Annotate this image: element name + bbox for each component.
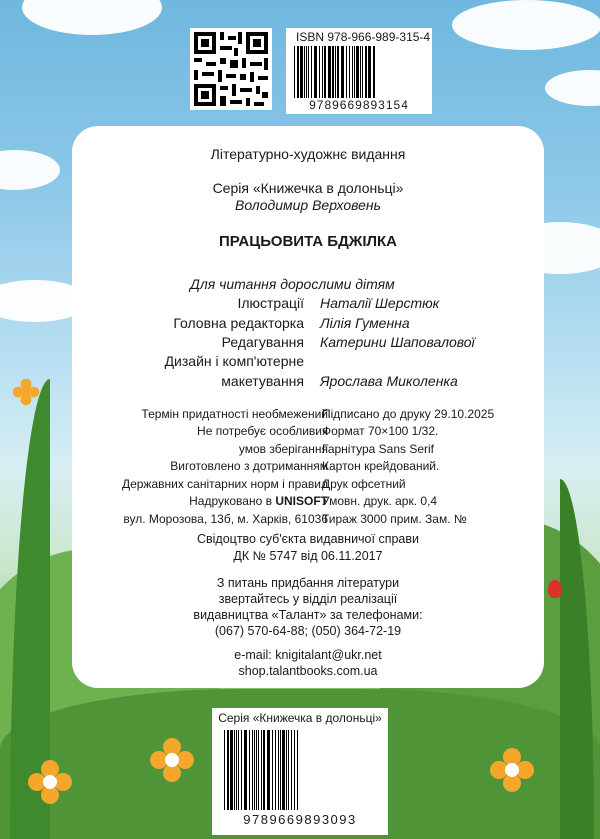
barcode-bar (275, 730, 276, 810)
barcode-bar (341, 46, 344, 98)
barcode-bar (280, 730, 281, 810)
barcode-bar (244, 730, 247, 810)
cloud (0, 150, 60, 190)
book-title: ПРАЦЬОВИТА БДЖІЛКА (218, 233, 398, 250)
tech-left-line: Державних санітарних норм і правил (121, 477, 328, 491)
credit-label: Редагування (221, 334, 304, 350)
barcode-bar (227, 730, 229, 810)
barcode-bar (278, 730, 279, 810)
credit-label: Ілюстрації (237, 295, 304, 311)
barcode-bar (368, 46, 371, 98)
barcode-bar (249, 730, 250, 810)
series-label: Серія «Книжечка в долоньці» (218, 711, 382, 725)
tech-left-line: умов зберігання (238, 442, 328, 456)
genre-text: Літературно-художнє видання (210, 146, 406, 162)
printer-name: UNISOFT (275, 494, 328, 508)
tech-left-line: вул. Морозова, 13б, м. Харків, 61036 (123, 512, 328, 526)
credit-value: Наталії Шерстюк (320, 295, 440, 311)
barcode-bar (224, 730, 225, 810)
tech-right-line: Умовн. друк. арк. 0,4 (322, 494, 438, 508)
barcode-bar (261, 730, 262, 810)
email-link[interactable]: e-mail: knigitalant@ukr.net (234, 648, 382, 662)
barcode-bar (373, 46, 375, 98)
barcode-bar (319, 46, 320, 98)
barcode-bar (308, 46, 309, 98)
tech-left-line: Термін придатності необмежений (141, 407, 328, 421)
barcode-bar (360, 46, 361, 98)
barcode-bar (311, 46, 312, 98)
barcode-bar (297, 730, 298, 810)
barcode-bar (337, 46, 339, 98)
barcode-bar (324, 46, 326, 98)
series-barcode (212, 708, 388, 835)
tech-right-line: Підписано до друку 29.10.2025 (322, 407, 495, 421)
barcode-bar (241, 730, 242, 810)
flower-icon (150, 738, 194, 782)
tech-right-line: Формат 70×100 1/32. (322, 424, 439, 438)
tech-right-line: Картон крейдований. (322, 459, 440, 473)
audience-text: Для читання дорослими дітям (190, 276, 395, 292)
cloud (452, 0, 600, 50)
barcode-bar (263, 730, 265, 810)
barcode-bars (292, 46, 426, 98)
barcode-bar (306, 46, 307, 98)
credit-value: Ярослава Миколенка (320, 373, 458, 389)
barcode-bars (222, 730, 378, 810)
tech-right-line: Тираж 3000 прим. Зам. № (322, 512, 467, 526)
website-link[interactable]: shop.talantbooks.com.ua (238, 664, 378, 678)
purchase-line: видавництва «Талант» за телефонами: (193, 608, 423, 622)
barcode-bar (256, 730, 257, 810)
barcode-bar (288, 730, 289, 810)
barcode-bar (272, 730, 273, 810)
barcode-bar (304, 46, 305, 98)
isbn-barcode (286, 28, 432, 114)
barcode-bar (328, 46, 331, 98)
barcode-bar (294, 730, 295, 810)
flower-icon (28, 760, 72, 804)
barcode-bar (291, 730, 292, 810)
barcode-bar (282, 730, 285, 810)
purchase-line: звертайтесь у відділ реалізації (218, 592, 398, 606)
barcode-bar (349, 46, 350, 98)
barcode-bar (300, 46, 303, 98)
credit-value: Катерини Шаповалової (320, 334, 475, 350)
red-bud-icon (548, 580, 562, 598)
tech-right-line: Гарнітура Sans Serif (322, 442, 435, 456)
printed-at-text: Надруковано в (189, 494, 272, 508)
barcode-bar (252, 730, 253, 810)
barcode-bar (356, 46, 359, 98)
author-name: Володимир Верховень (234, 197, 381, 213)
barcode-bar (294, 46, 295, 98)
printer-line (92, 493, 328, 511)
isbn-label: ISBN 978-966-989-315-4 (296, 30, 431, 44)
barcode-bar (332, 46, 334, 98)
barcode-bar (267, 730, 270, 810)
barcode-bar (354, 46, 355, 98)
credit-label: Головна редакторка (173, 315, 304, 331)
cloud (22, 0, 162, 35)
barcode-bar (297, 46, 299, 98)
barcode-bar (365, 46, 367, 98)
series-digits: 9789669893093 (243, 812, 357, 827)
phone-numbers: (067) 570-64-88; (050) 364-72-19 (214, 624, 402, 638)
barcode-bar (322, 46, 323, 98)
barcode-bar (238, 730, 239, 810)
barcode-bar (362, 46, 363, 98)
imprint-panel (72, 126, 544, 688)
certificate-line: ДК № 5747 від 06.11.2017 (233, 549, 383, 563)
barcode-bar (314, 46, 317, 98)
credit-value: Лілія Гуменна (320, 315, 410, 331)
barcode-bar (254, 730, 255, 810)
credit-label: Дизайн і комп'ютерне (164, 353, 304, 369)
flower-icon (13, 379, 39, 405)
cloud (545, 70, 600, 106)
barcode-bar (236, 730, 237, 810)
tech-right-line: Друк офсетний (322, 477, 406, 491)
grass-blade (560, 479, 594, 839)
barcode-bar (286, 730, 287, 810)
credit-label: макетування (221, 373, 304, 389)
barcode-bar (258, 730, 259, 810)
tech-left-line: Виготовлено з дотриманням (170, 459, 328, 473)
barcode-bar (352, 46, 353, 98)
flower-icon (490, 748, 534, 792)
barcode-bar (234, 730, 235, 810)
purchase-line: З питань придбання літератури (216, 576, 400, 590)
series-text: Серія «Книжечка в долоньці» (212, 180, 404, 196)
certificate-line: Свідоцтво суб'єкта видавничої справи (196, 532, 420, 546)
barcode-bar (230, 730, 233, 810)
qr-code (190, 28, 272, 110)
barcode-bar (346, 46, 347, 98)
barcode-bar (335, 46, 336, 98)
tech-left-line: Не потребує особливих (197, 424, 328, 438)
isbn-digits: 9789669893154 (309, 98, 409, 112)
